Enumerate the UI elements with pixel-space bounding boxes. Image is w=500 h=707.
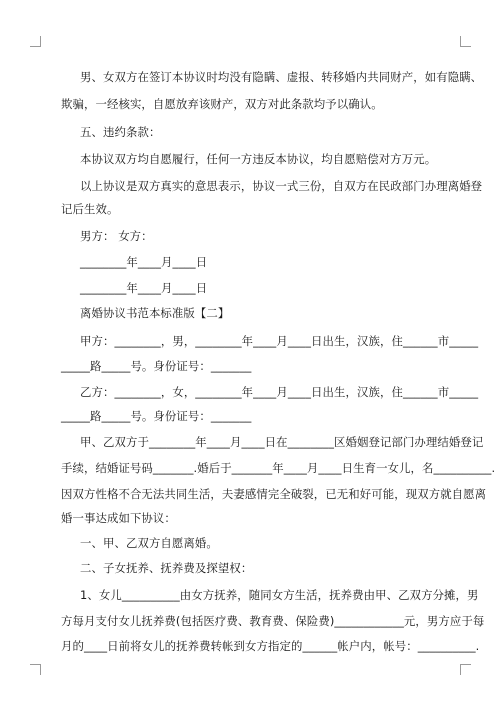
paragraph-line: 月的____日前将女儿的抚养费转帐到女方指定的______帐户内，帐号：__________. (61, 639, 480, 653)
paragraph-line: 甲方：________，男，________年____月____日出生，汉族，住______市_____ (80, 334, 479, 348)
paragraph-line: 男、女双方在签订本协议时均没有隐瞒、虚报、转移婚内共同财产，如有隐瞒、 (80, 70, 483, 84)
date-line: ________年____月____日 (80, 281, 208, 295)
paragraph-line: 婚一事达成如下协议： (61, 511, 176, 525)
corner-mark-top-left (30, 36, 41, 47)
section-heading: 一、甲、乙双方自愿离婚。 (80, 536, 218, 550)
paragraph-line: 方每月支付女儿抚养费(包括医疗费、教育费、保险费)____________元，男方应于每 (61, 614, 485, 628)
paragraph-line: 记后生效。 (61, 202, 119, 216)
corner-mark-top-right (460, 36, 471, 47)
paragraph-line: 乙方：________，女，________年____月____日出生，汉族，住______市_____ (80, 385, 479, 399)
section-heading: 二、子女抚养、抚养费及探望权： (80, 561, 253, 575)
date-line: ________年____月____日 (80, 255, 208, 269)
corner-mark-bottom-left (30, 664, 41, 675)
paragraph-line: 以上协议是双方真实的意思表示，协议一式三份，自双方在民政部门办理离婚登 (80, 179, 483, 193)
paragraph-line: 手续，结婚证号码_______.婚后于_______年____月____日生育一女儿，名__________. (61, 461, 496, 475)
corner-mark-bottom-right (460, 664, 471, 675)
paragraph-line: 甲、乙双方于________年____月____日在________区婚姻登记部门办理结婚登记 (80, 435, 484, 449)
document-title: 离婚协议书范本标准版【二】 (80, 306, 230, 320)
paragraph-line: _____路_____号。身份证号：_______ (61, 359, 252, 373)
section-heading: 五、违约条款： (80, 125, 161, 139)
paragraph-line: 本协议双方均自愿履行，任何一方违反本协议，均自愿赔偿对方万元。 (80, 152, 437, 166)
paragraph-line: 因双方性格不合无法共同生活，夫妻感情完全破裂，已无和好可能，现双方就自愿离 (61, 487, 487, 501)
signature-label: 男方： 女方： (80, 229, 153, 243)
paragraph-line: 欺骗，一经核实，自愿放弃该财产，双方对此条款均予以确认。 (61, 97, 383, 111)
paragraph-line: 1、女儿__________由女方抚养，随同女方生活，抚养费由甲、乙双方分摊，男 (80, 588, 479, 602)
paragraph-line: _____路_____号。身份证号：_______ (61, 409, 252, 423)
